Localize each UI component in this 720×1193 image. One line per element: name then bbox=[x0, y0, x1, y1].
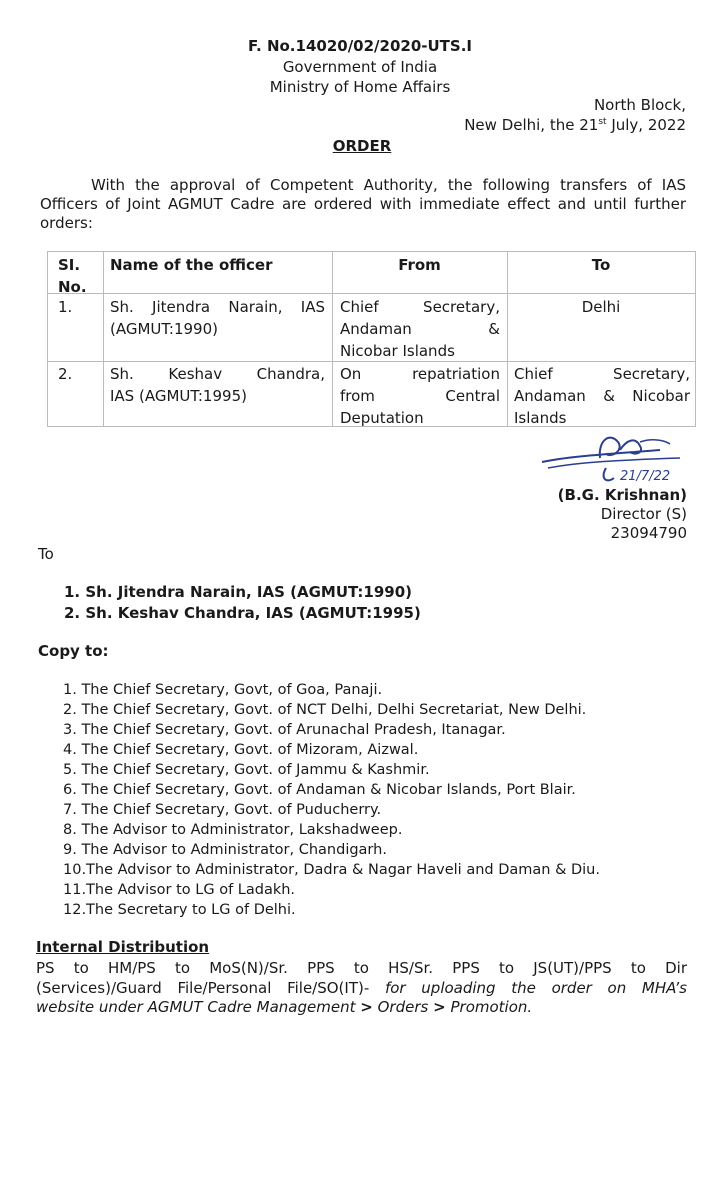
header-sl-line-2: No. bbox=[58, 278, 87, 296]
signatory-phone: 23094790 bbox=[610, 524, 687, 542]
row-2-from-line-1: On repatriation bbox=[340, 365, 500, 383]
place-line: North Block, bbox=[593, 96, 686, 114]
header-sl-line-1: SI. bbox=[58, 256, 81, 274]
row-2-from-line-3: Deputation bbox=[340, 409, 424, 427]
intro-line-2: Officers of Joint AGMUT Cadre are ordered with immediate effect and until further bbox=[40, 195, 686, 213]
recipient-1: 1. Sh. Jitendra Narain, IAS (AGMUT:1990) bbox=[64, 583, 413, 601]
breadcrumb-separator: > bbox=[433, 998, 446, 1016]
signatory-name: (B.G. Krishnan) bbox=[557, 486, 687, 504]
file-number: F. No.14020/02/2020-UTS.I bbox=[247, 37, 472, 55]
row-1-name-line-1: Sh. Jitendra Narain, IAS bbox=[110, 298, 325, 316]
row-2-name-line-1: Sh. Keshav Chandra, bbox=[110, 365, 325, 383]
transfer-table bbox=[47, 251, 696, 427]
intro-line-3: orders: bbox=[40, 214, 93, 232]
list-item: 6. The Chief Secretary, Govt. of Andaman & Nicobar Islands, Port Blair. bbox=[63, 782, 576, 798]
list-item: 5. The Chief Secretary, Govt. of Jammu & Kashmir. bbox=[63, 762, 430, 778]
header-sl bbox=[58, 254, 98, 298]
to-label: To bbox=[38, 545, 54, 563]
breadcrumb-orders: Orders bbox=[377, 998, 429, 1016]
row-2-to bbox=[514, 363, 690, 429]
date-line bbox=[286, 116, 686, 134]
ministry-line: Ministry of Home Affairs bbox=[269, 78, 451, 96]
internal-line-2-italic: for uploading the order on MHA’s bbox=[384, 979, 687, 997]
signature-date: 21/7/22 bbox=[620, 469, 671, 484]
row-2-name-line-2: IAS (AGMUT:1995) bbox=[110, 387, 247, 405]
date-prefix: New Delhi, the 21 bbox=[464, 116, 599, 134]
signatory-designation: Director (S) bbox=[600, 505, 687, 523]
order-title-wrap bbox=[0, 136, 720, 155]
list-item: 9. The Advisor to Administrator, Chandigarh. bbox=[63, 842, 387, 858]
row-1-name bbox=[110, 296, 325, 340]
row-1-from-line-1: Chief Secretary, bbox=[340, 298, 500, 316]
row-1-from-line-3: Nicobar Islands bbox=[340, 342, 455, 360]
copy-to-label: Copy to: bbox=[38, 642, 109, 660]
breadcrumb-promotion: Promotion. bbox=[450, 998, 533, 1016]
internal-distribution-title: Internal Distribution bbox=[36, 938, 210, 956]
list-item: 4. The Chief Secretary, Govt. of Mizoram, Aizwal. bbox=[63, 742, 419, 758]
row-2-from bbox=[340, 363, 500, 429]
row-1-sl: 1. bbox=[58, 298, 73, 316]
header-from: From bbox=[398, 256, 441, 274]
internal-line-2 bbox=[36, 979, 687, 997]
internal-line-1: PS to HM/PS to MoS(N)/Sr. PPS to HS/Sr. PPS to JS(UT)/PPS to Dir bbox=[36, 959, 687, 977]
government-line: Government of India bbox=[282, 58, 438, 76]
copy-to-list bbox=[63, 680, 600, 920]
list-item: 7. The Chief Secretary, Govt. of Puducherry. bbox=[63, 802, 382, 818]
breadcrumb-separator: > bbox=[360, 998, 373, 1016]
date-superscript: st bbox=[598, 117, 607, 127]
header-to: To bbox=[591, 256, 611, 274]
list-item: 2. The Chief Secretary, Govt. of NCT Delhi, Delhi Secretariat, New Delhi. bbox=[63, 702, 587, 718]
list-item: 10.The Advisor to Administrator, Dadra & Nagar Haveli and Daman & Diu. bbox=[63, 862, 600, 878]
list-item: 8. The Advisor to Administrator, Lakshadweep. bbox=[63, 822, 403, 838]
list-item: 3. The Chief Secretary, Govt. of Arunachal Pradesh, Itanagar. bbox=[63, 722, 506, 738]
row-2-sl: 2. bbox=[58, 365, 73, 383]
row-2-to-line-1: Chief Secretary, bbox=[514, 365, 690, 383]
row-2-to-line-2: Andaman & Nicobar bbox=[514, 387, 690, 405]
row-1-from-line-2: Andaman & bbox=[340, 320, 500, 338]
row-2-name bbox=[110, 363, 325, 407]
header-name: Name of the officer bbox=[110, 256, 273, 274]
order-title: ORDER bbox=[332, 137, 392, 155]
row-2-from-line-2: from Central bbox=[340, 387, 500, 405]
recipient-2: 2. Sh. Keshav Chandra, IAS (AGMUT:1995) bbox=[64, 604, 421, 622]
internal-line-3 bbox=[36, 998, 532, 1016]
list-item: 12.The Secretary to LG of Delhi. bbox=[63, 902, 296, 918]
intro-line-1: With the approval of Competent Authority, the following transfers of IAS bbox=[91, 176, 686, 194]
row-1-from bbox=[340, 296, 500, 362]
row-1-name-line-2: (AGMUT:1990) bbox=[110, 320, 218, 338]
row-2-to-line-3: Islands bbox=[514, 409, 567, 427]
list-item: 11.The Advisor to LG of Ladakh. bbox=[63, 882, 296, 898]
list-item: 1. The Chief Secretary, Govt, of Goa, Panaji. bbox=[63, 682, 383, 698]
date-suffix: July, 2022 bbox=[606, 116, 686, 134]
row-1-to: Delhi bbox=[581, 298, 621, 316]
internal-line-2-plain: (Services)/Guard File/Personal File/SO(IT)- bbox=[36, 979, 370, 997]
internal-line-3-italic: website under AGMUT Cadre Management bbox=[36, 998, 356, 1016]
